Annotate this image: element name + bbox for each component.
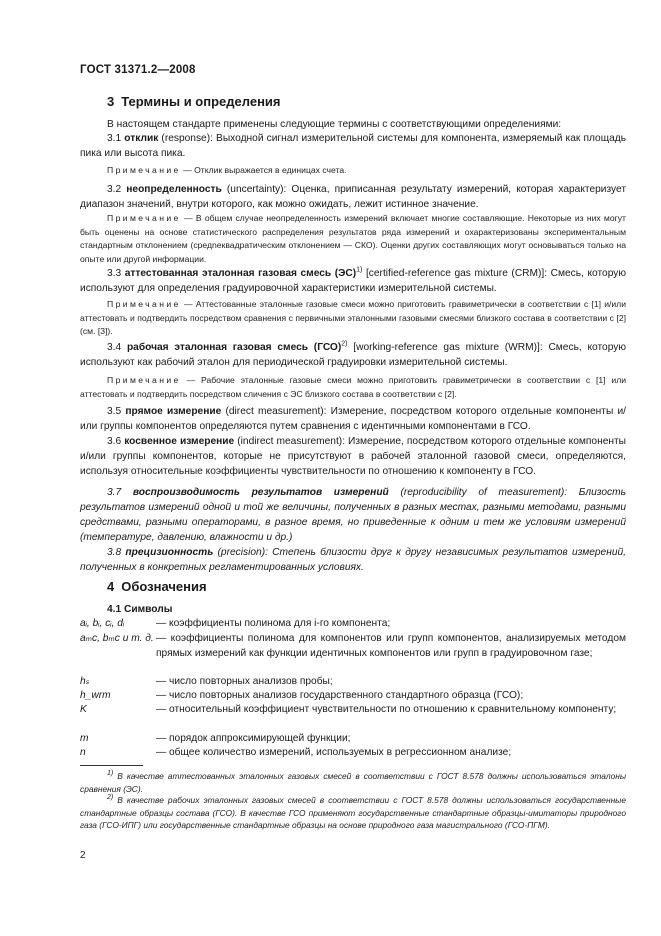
term-definition: [certified-reference gas mixture (CRM)]: Смесь, которую используют для определения градуировочной характеристики измерительной системы. [80,268,626,294]
term-3-6 [80,434,626,479]
term-name: косвенное измерение [124,436,235,447]
footnote-1 [80,770,626,795]
symbol: hₛ [80,676,90,687]
term-3-1 [80,131,626,161]
term-number: 3.1 [107,133,122,144]
note-3-4 [80,374,626,401]
term-definition: (response): Выходной сигнал измерительной системы для компонента, измеряемый как площадь пика или высота пика. [80,133,626,159]
symbol-description: — общее количество измерений, используемых в регрессионном анализе; [156,747,512,758]
footnote-ref: 2) [341,340,348,348]
section-number: 4 [107,579,115,594]
term-name: аттестованная эталонная газовая смесь (ЭС) [124,268,357,279]
term-definition: (uncertainty): Оценка, приписанная результату измерений, которая характеризует диапазон значений, внутри которого, как можно ожидать, лежит истинное значение. [80,184,626,210]
symbol: m [80,733,89,744]
symbol: h_wrm [80,690,111,701]
term-name: неопределенность [126,184,222,195]
footnote-text: В качестве аттестованных эталонных газовых смесей в соответствии с ГОСТ 8.578 должны использоваться эталоны сравнения (ЭС). [80,771,627,794]
term-number: 3.3 [107,268,122,279]
term-name: прецизионность [125,547,214,558]
footnote-separator [80,765,143,766]
term-number: 3.2 [107,184,122,195]
note-text: — Аттестованные эталонные газовые смеси можно приготовить гравиметрически в соответствии с [1] и/или аттестовать и подтвердить посредством сравнения с первичными эталонными газовыми смесями близкого состава в соответствии с [2] (см. [3]). [80,299,626,337]
term-number: 3.6 [107,436,122,447]
section-title: Обозначения [121,579,207,594]
symbol-description: — относительный коэффициент чувствительности по отношению к сравнительному компоненту; [156,704,617,715]
note-3-1 [80,164,626,178]
document-header: ГОСТ 31371.2—2008 [80,64,196,76]
symbol: aₘc, bₘc и т. д. [80,633,154,644]
term-name: рабочая эталонная газовая смесь (ГСО) [126,342,342,353]
note-label: Примечание [107,299,181,309]
symbol-description: — коэффициенты полинома для i-го компонента; [156,618,391,629]
section-3-intro: В настоящем стандарте применены следующие термины с соответствующими определениями: [107,119,562,130]
symbol-description: — число повторных анализов государственного стандартного образца (ГСО); [156,690,524,701]
term-number: 3.8 [107,547,122,558]
footnote-mark: 1) [107,770,114,778]
note-label: Примечание [107,165,181,175]
term-number: 3.7 [107,487,122,498]
footnote-ref: 1) [356,266,363,274]
page-number: 2 [80,850,86,861]
section-4-heading [107,579,207,594]
term-definition: [working-reference gas mixture (WRM)]: Смесь, которую используют как рабочий эталон для периодической градуировки измерительной системы. [80,342,626,368]
note-3-3 [80,298,626,339]
term-3-8 [80,545,626,575]
note-text: — Отклик выражается в единицах счета. [183,165,347,175]
symbol-description: — число повторных анализов пробы; [156,676,333,687]
section-number: 3 [107,94,115,109]
note-text: — Рабочие эталонные газовые смеси можно приготовить гравиметрически в соответствии с [1] или аттестовать и подтвердить посредством сличения с ЭС близкого состава в соответствии с [2]. [80,375,627,399]
note-text: — В общем случае неопределенность измерений включает многие составляющие. Некоторые из них могут быть оценены на основе статистического распределения результатов ряда измерений и охарактеризованы экспериментальным стандартным отклонением (средneквадратическим отклонением — СКО). Оценки других составляющих могут основываться только на опыте или другой информации. [80,213,626,264]
symbol: aᵢ, bᵢ, cᵢ, dᵢ [80,618,125,629]
term-3-7 [80,485,626,545]
term-definition: (direct measurement): Измерение, посредством которого отдельные компоненты и/или группы компонентов определяются путем сравнения с идентичными компонентами в ГСО. [80,406,626,432]
term-name: отклик [124,133,159,144]
term-number: 3.4 [107,342,122,353]
term-definition: (reproducibility of measurement): Близость результатов измерений одной и той же величины, полученных в разных местах, разными методами, разными средствами, разными операторами, в разное время, но приведенные к одним и тем же условиям измерений (температуре, давлению, влажности и др.) [80,487,626,543]
symbol-description: — коэффициенты полинома для компонентов или групп компонентов, анализируемых методом прямых измерений как функции идентичных компонентов или групп в градуировочном газе; [156,633,626,659]
section-3-heading [107,94,281,109]
term-3-2 [80,182,626,212]
symbol: K [80,704,87,715]
term-definition: (precision): Степень близости друг к другу независимых результатов измерений, полученных в конкретных регламентированных условиях. [80,547,626,573]
footnote-text: В качестве рабочих эталонных газовых смесей в соответствии с ГОСТ 8.578 должны использоваться государственные стандартные образцы состава (ГСО). В качестве ГСО применяют государственные стандартные образцы-имитаторы природного газа (ГСО-ИПГ) или государственные стандартные образцы на основе природного газа магистрального (ГСО-ПГМ). [80,795,626,831]
symbol: n [80,747,86,758]
term-3-3 [80,266,626,296]
note-label: Примечание [107,375,181,385]
term-3-4 [80,340,626,370]
symbol-description: — порядок аппроксимирующей функции; [156,733,351,744]
subsection-4-1-heading: 4.1 Символы [107,604,173,615]
note-label: Примечание [107,213,181,223]
term-3-5 [80,404,626,434]
section-title: Термины и определения [121,94,281,109]
term-definition: (indirect measurement): Измерение, посредством которого отдельные компоненты и/или группы компонентов, которые не присутствуют в рабочей эталонной газовой смеси, определяются, используя относительные коэффициенты чувствительности по отношению к компоненту в ГСО. [80,436,626,477]
term-name: прямое измерение [125,406,222,417]
term-name: воспроизводимость результатов измерений [132,487,389,498]
footnote-2 [80,794,626,832]
note-3-2 [80,212,626,266]
term-number: 3.5 [107,406,122,417]
footnote-mark: 2) [107,794,114,802]
